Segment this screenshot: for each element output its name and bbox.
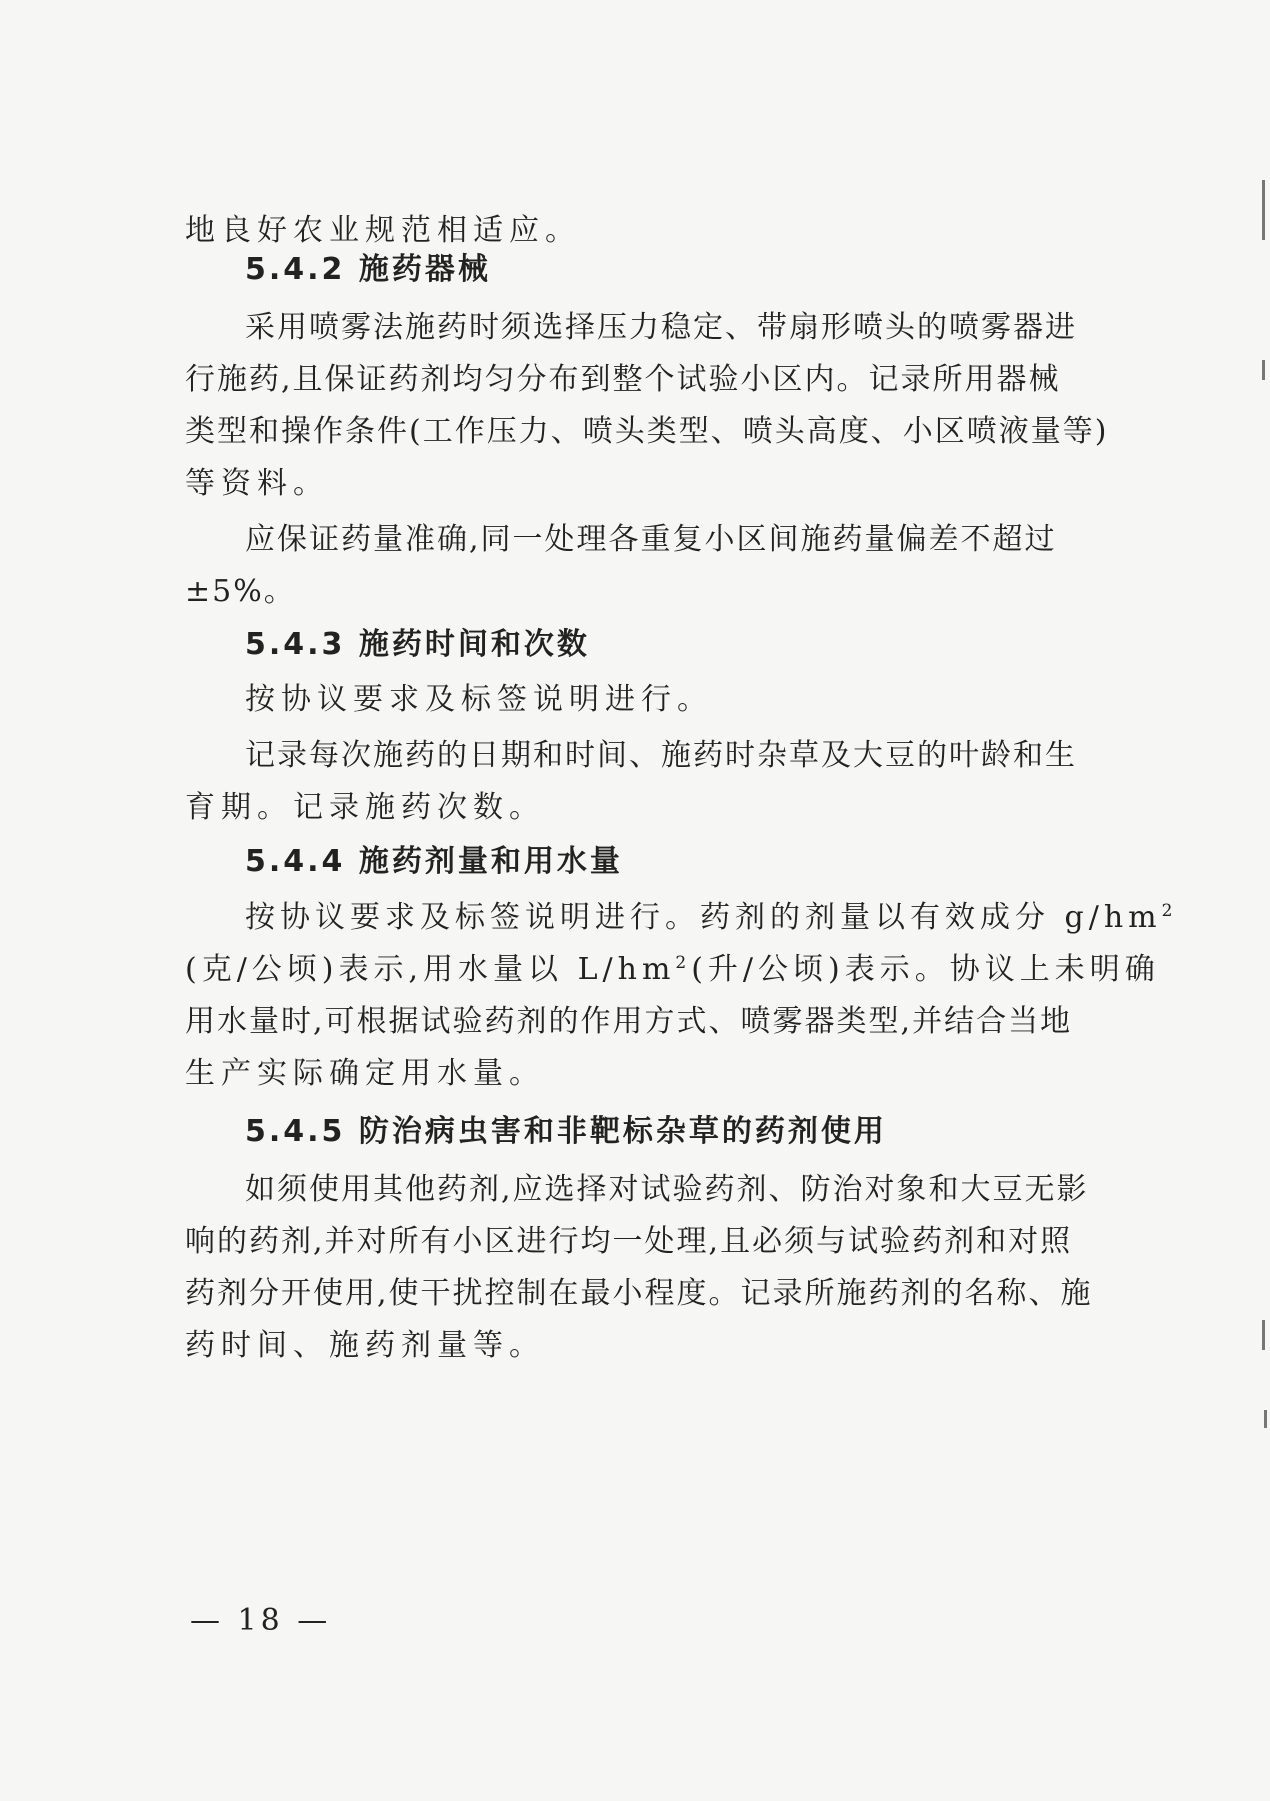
paragraph-line: 生产实际确定用水量。 (185, 1056, 545, 1091)
paragraph-line (185, 950, 1160, 990)
paragraph-line: 行施药,且保证药剂均匀分布到整个试验小区内。记录所用器械 (185, 362, 1061, 397)
section-heading-5-4-2: 5.4.2 施药器械 (245, 252, 491, 287)
paragraph-line: 育期。记录施药次数。 (185, 790, 545, 825)
paragraph-line: 等资料。 (185, 466, 329, 501)
superscript-2: 2 (675, 953, 692, 973)
paragraph-line: 地良好农业规范相适应。 (185, 213, 581, 248)
paragraph-line (245, 898, 1178, 938)
section-heading-5-4-3: 5.4.3 施药时间和次数 (245, 627, 590, 662)
water-unit-text-rest: (升/公顷)表示。协议上未明确 (691, 952, 1160, 987)
paragraph-line: 药剂分开使用,使干扰控制在最小程度。记录所施药剂的名称、施 (185, 1276, 1093, 1311)
scan-edge-mark (1262, 180, 1265, 240)
paragraph-line: 采用喷雾法施药时须选择压力稳定、带扇形喷头的喷雾器进 (245, 310, 1077, 345)
paragraph-line: 如须使用其他药剂,应选择对试验药剂、防治对象和大豆无影 (245, 1172, 1089, 1207)
scan-edge-mark (1262, 360, 1265, 380)
page-number: — 18 — (190, 1603, 332, 1638)
water-unit-text: (克/公顷)表示,用水量以 L/hm (185, 952, 676, 987)
paragraph-line: 记录每次施药的日期和时间、施药时杂草及大豆的叶龄和生 (245, 738, 1077, 773)
paragraph-line: 响的药剂,并对所有小区进行均一处理,且必须与试验药剂和对照 (185, 1224, 1073, 1259)
section-heading-5-4-5: 5.4.5 防治病虫害和非靶标杂草的药剂使用 (245, 1114, 887, 1149)
paragraph-line: 类型和操作条件(工作压力、喷头类型、喷头高度、小区喷液量等) (185, 414, 1109, 449)
superscript-2: 2 (1161, 901, 1178, 921)
paragraph-line: ±5%。 (185, 574, 296, 609)
paragraph-line: 应保证药量准确,同一处理各重复小区间施药量偏差不超过 (245, 522, 1057, 557)
scan-edge-mark (1262, 1320, 1265, 1350)
scan-edge-mark (1264, 1410, 1267, 1428)
section-heading-5-4-4: 5.4.4 施药剂量和用水量 (245, 844, 623, 879)
paragraph-line: 药时间、施药剂量等。 (185, 1328, 545, 1363)
paragraph-line: 用水量时,可根据试验药剂的作用方式、喷雾器类型,并结合当地 (185, 1004, 1073, 1039)
dose-unit-text: 按协议要求及标签说明进行。药剂的剂量以有效成分 g/hm (245, 900, 1162, 935)
paragraph-line: 按协议要求及标签说明进行。 (245, 682, 713, 717)
